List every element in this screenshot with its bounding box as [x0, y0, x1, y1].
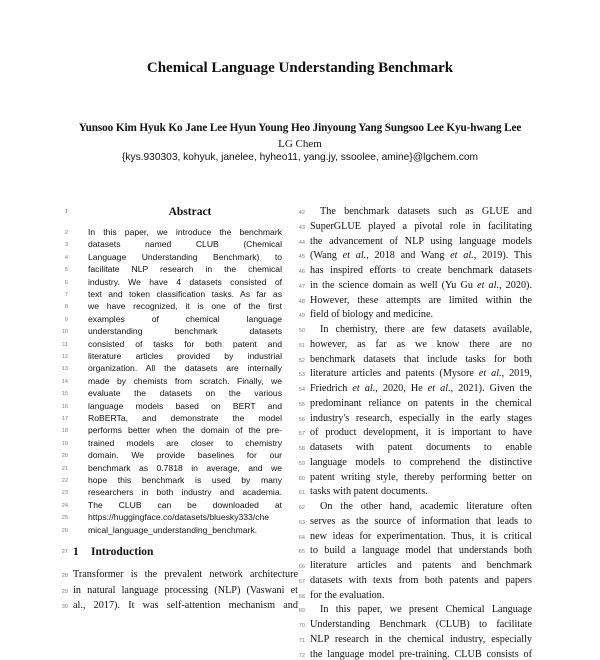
body-line: On the other hand, academic literature often — [320, 501, 532, 512]
line-number: 19 — [61, 440, 68, 447]
body-line: literature articles and patents (Mysore et al., 2019, — [310, 368, 533, 380]
abstract-line: hope this benchmark is used by many — [88, 475, 282, 485]
line-number: 5 — [64, 267, 68, 274]
body-line: language models to comprehend the distinctive — [310, 456, 532, 468]
abstract-line: mical_language_understanding_benchmark. — [88, 524, 258, 535]
line-number: 27 — [61, 549, 68, 555]
abstract-line: researchers in both industry and academia. — [88, 487, 282, 498]
body-line: datasets with patent documents to enable — [310, 442, 532, 453]
line-number: 11 — [62, 341, 68, 348]
line-number: 69 — [298, 608, 305, 615]
line-number: 10 — [61, 329, 68, 336]
line-number: 7 — [64, 292, 68, 298]
line-number: 24 — [61, 502, 68, 509]
body-line: to build a language model that understands both — [310, 545, 532, 557]
abstract-line: The CLUB can be downloaded at — [88, 499, 282, 510]
line-number: 6 — [64, 279, 68, 286]
abstract-heading: Abstract — [168, 206, 212, 218]
line-number: 1 — [64, 209, 68, 215]
line-number: 54 — [298, 387, 305, 393]
body-line: The benchmark datasets such as GLUE and — [320, 206, 532, 217]
line-number: 9 — [64, 316, 68, 323]
body-line: However, these attempts are limited within the — [310, 294, 532, 306]
line-number: 28 — [61, 573, 68, 579]
line-number: 44 — [298, 239, 305, 246]
line-number: 62 — [298, 505, 305, 511]
body-line: Transformer is the prevalent network architecture — [73, 569, 298, 580]
author-emails: {kys.930303, kohyuk, janelee, hyheo11, yang.jy, ssoolee, amine}@lgchem.com — [122, 152, 478, 163]
abstract-line: organization. All the datasets are internally — [88, 363, 282, 374]
line-number: 56 — [298, 416, 305, 423]
abstract-line: made by chemists from scratch. Finally, we — [88, 375, 282, 386]
line-number: 17 — [61, 416, 68, 422]
abstract-line: consisted of tasks for both patent and — [88, 338, 282, 349]
abstract-line: text and token classification tasks. As far as — [88, 289, 282, 299]
line-number: 66 — [298, 564, 305, 570]
body-line: industry's research, especially in the early stages — [310, 412, 532, 424]
line-number: 57 — [298, 431, 305, 438]
abstract-line: performs better when the domain of the pre- — [88, 425, 282, 436]
body-line: SuperGLUE played a pivotal role in facilitating — [310, 220, 532, 232]
body-line: in natural language processing (NLP) (Vaswani et — [73, 584, 298, 596]
author-list: Yunsoo Kim Hyuk Ko Jane Lee Hyun Young Heo Jinyoung Yang Sungsoo Lee Kyu-hwang Lee — [78, 122, 522, 134]
body-line: NLP research in the chemical industry, especially — [310, 633, 532, 645]
body-line: for the evaluation. — [310, 589, 385, 601]
line-number: 53 — [298, 372, 305, 379]
line-number: 67 — [298, 578, 305, 585]
introduction-heading — [73, 546, 153, 558]
body-line: the language model pre-training. CLUB consists of — [310, 648, 532, 660]
abstract-line: facilitate NLP research in the chemical — [88, 264, 282, 275]
body-line: al., 2017). It was self-attention mechanism and — [73, 600, 298, 611]
line-number: 3 — [64, 242, 68, 249]
line-number: 63 — [298, 519, 305, 526]
line-number: 26 — [61, 527, 68, 534]
line-number: 65 — [298, 549, 305, 556]
abstract-line: In this paper, we introduce the benchmark — [88, 227, 282, 237]
abstract-line: we have recognized, it is one of the first — [88, 301, 282, 312]
abstract-line: https://huggingface.co/datasets/bluesky333/che — [88, 512, 270, 523]
body-line: patent writing style, thereby performing better on — [310, 471, 532, 483]
line-number: 64 — [298, 534, 305, 541]
body-line: of product development, it is important to have — [310, 427, 532, 439]
abstract-line: industry. We have 4 datasets consisted of — [88, 276, 282, 287]
body-line: benchmark datasets that include tasks for both — [310, 353, 532, 365]
line-number: 16 — [61, 403, 68, 410]
abstract-line: Language Understanding Benchmark) to — [88, 251, 282, 262]
line-number: 25 — [61, 515, 68, 522]
body-line: serves as the source of information that leads to — [310, 515, 532, 527]
line-number: 55 — [298, 401, 305, 408]
body-line: (Wang et al., 2018 and Wang et al., 2019). This — [310, 250, 533, 262]
abstract-line: language models based on BERT and — [88, 400, 282, 411]
section-number: 1 — [73, 546, 79, 558]
abstract-line: RoBERTa, and demonstrate the model — [88, 413, 282, 423]
line-number: 2 — [64, 230, 68, 236]
line-number: 15 — [61, 391, 68, 398]
line-number: 8 — [64, 304, 68, 311]
line-number: 52 — [298, 357, 305, 364]
body-line: new ideas for experimentation. Thus, it is critical — [310, 530, 532, 542]
paper-title: Chemical Language Understanding Benchmark — [146, 60, 454, 76]
abstract-line: examples of chemical language — [88, 313, 282, 324]
line-number: 45 — [298, 254, 305, 261]
line-number: 23 — [61, 490, 68, 497]
section-title: Introduction — [91, 546, 154, 558]
line-number: 30 — [61, 604, 68, 610]
line-number: 49 — [298, 313, 305, 320]
abstract-line: trained models are closer to chemistry — [88, 437, 282, 448]
line-number: 47 — [298, 283, 305, 290]
body-line: field of biology and medicine. — [310, 309, 434, 321]
line-number: 18 — [61, 428, 68, 435]
body-line: tasks with patent documents. — [310, 486, 428, 498]
body-line: literature articles and patents and benchmark — [310, 560, 532, 571]
body-line: predominant reliance on patents in the chemical — [310, 397, 532, 409]
line-number: 20 — [61, 453, 68, 460]
body-line: the advancement of NLP using language models — [310, 235, 532, 247]
body-line: In this paper, we present Chemical Language — [320, 604, 532, 616]
body-line: datasets with texts from both patents and papers — [310, 574, 532, 586]
body-line: Friedrich et al., 2020, He et al., 2021). Given the — [310, 383, 532, 394]
body-line: in the science domain as well (Yu Gu et al., 2020). — [310, 279, 532, 291]
line-number: 61 — [298, 490, 305, 497]
abstract-line: benchmark as 0.7818 in average, and we — [88, 462, 282, 473]
line-number: 48 — [298, 298, 305, 305]
line-number: 13 — [61, 366, 68, 373]
body-line: In chemistry, there are few datasets available, — [320, 324, 532, 335]
line-number: 12 — [61, 354, 68, 360]
body-line: has inspired efforts to create benchmark datasets — [310, 265, 532, 276]
line-number: 59 — [298, 460, 305, 467]
line-number: 50 — [298, 328, 305, 334]
line-number: 43 — [298, 224, 305, 231]
abstract-line: literature articles provided by industrial — [88, 351, 282, 361]
line-number: 68 — [298, 593, 305, 600]
line-number: 72 — [298, 652, 305, 659]
line-number: 60 — [298, 475, 305, 482]
abstract-line: understanding benchmark datasets — [88, 326, 282, 337]
body-line: however, as far as we know there are no — [310, 338, 532, 350]
line-number: 21 — [61, 465, 68, 472]
abstract-line: datasets named CLUB (Chemical — [88, 239, 282, 250]
line-number: 46 — [298, 269, 305, 275]
line-number: 71 — [298, 637, 305, 644]
line-number: 51 — [298, 342, 305, 349]
body-line: Understanding Benchmark (CLUB) to facilitate — [310, 619, 532, 630]
line-number: 70 — [298, 623, 305, 629]
line-number: 42 — [298, 210, 305, 216]
line-number: 29 — [61, 588, 68, 595]
abstract-line: evaluate the datasets on the various — [88, 388, 282, 399]
abstract-line: domain. We provide baselines for our — [88, 450, 282, 461]
line-number: 4 — [64, 254, 68, 261]
line-number: 58 — [298, 446, 305, 452]
line-number: 22 — [61, 478, 68, 484]
affiliation: LG Chem — [278, 138, 322, 150]
line-number: 14 — [61, 378, 68, 385]
